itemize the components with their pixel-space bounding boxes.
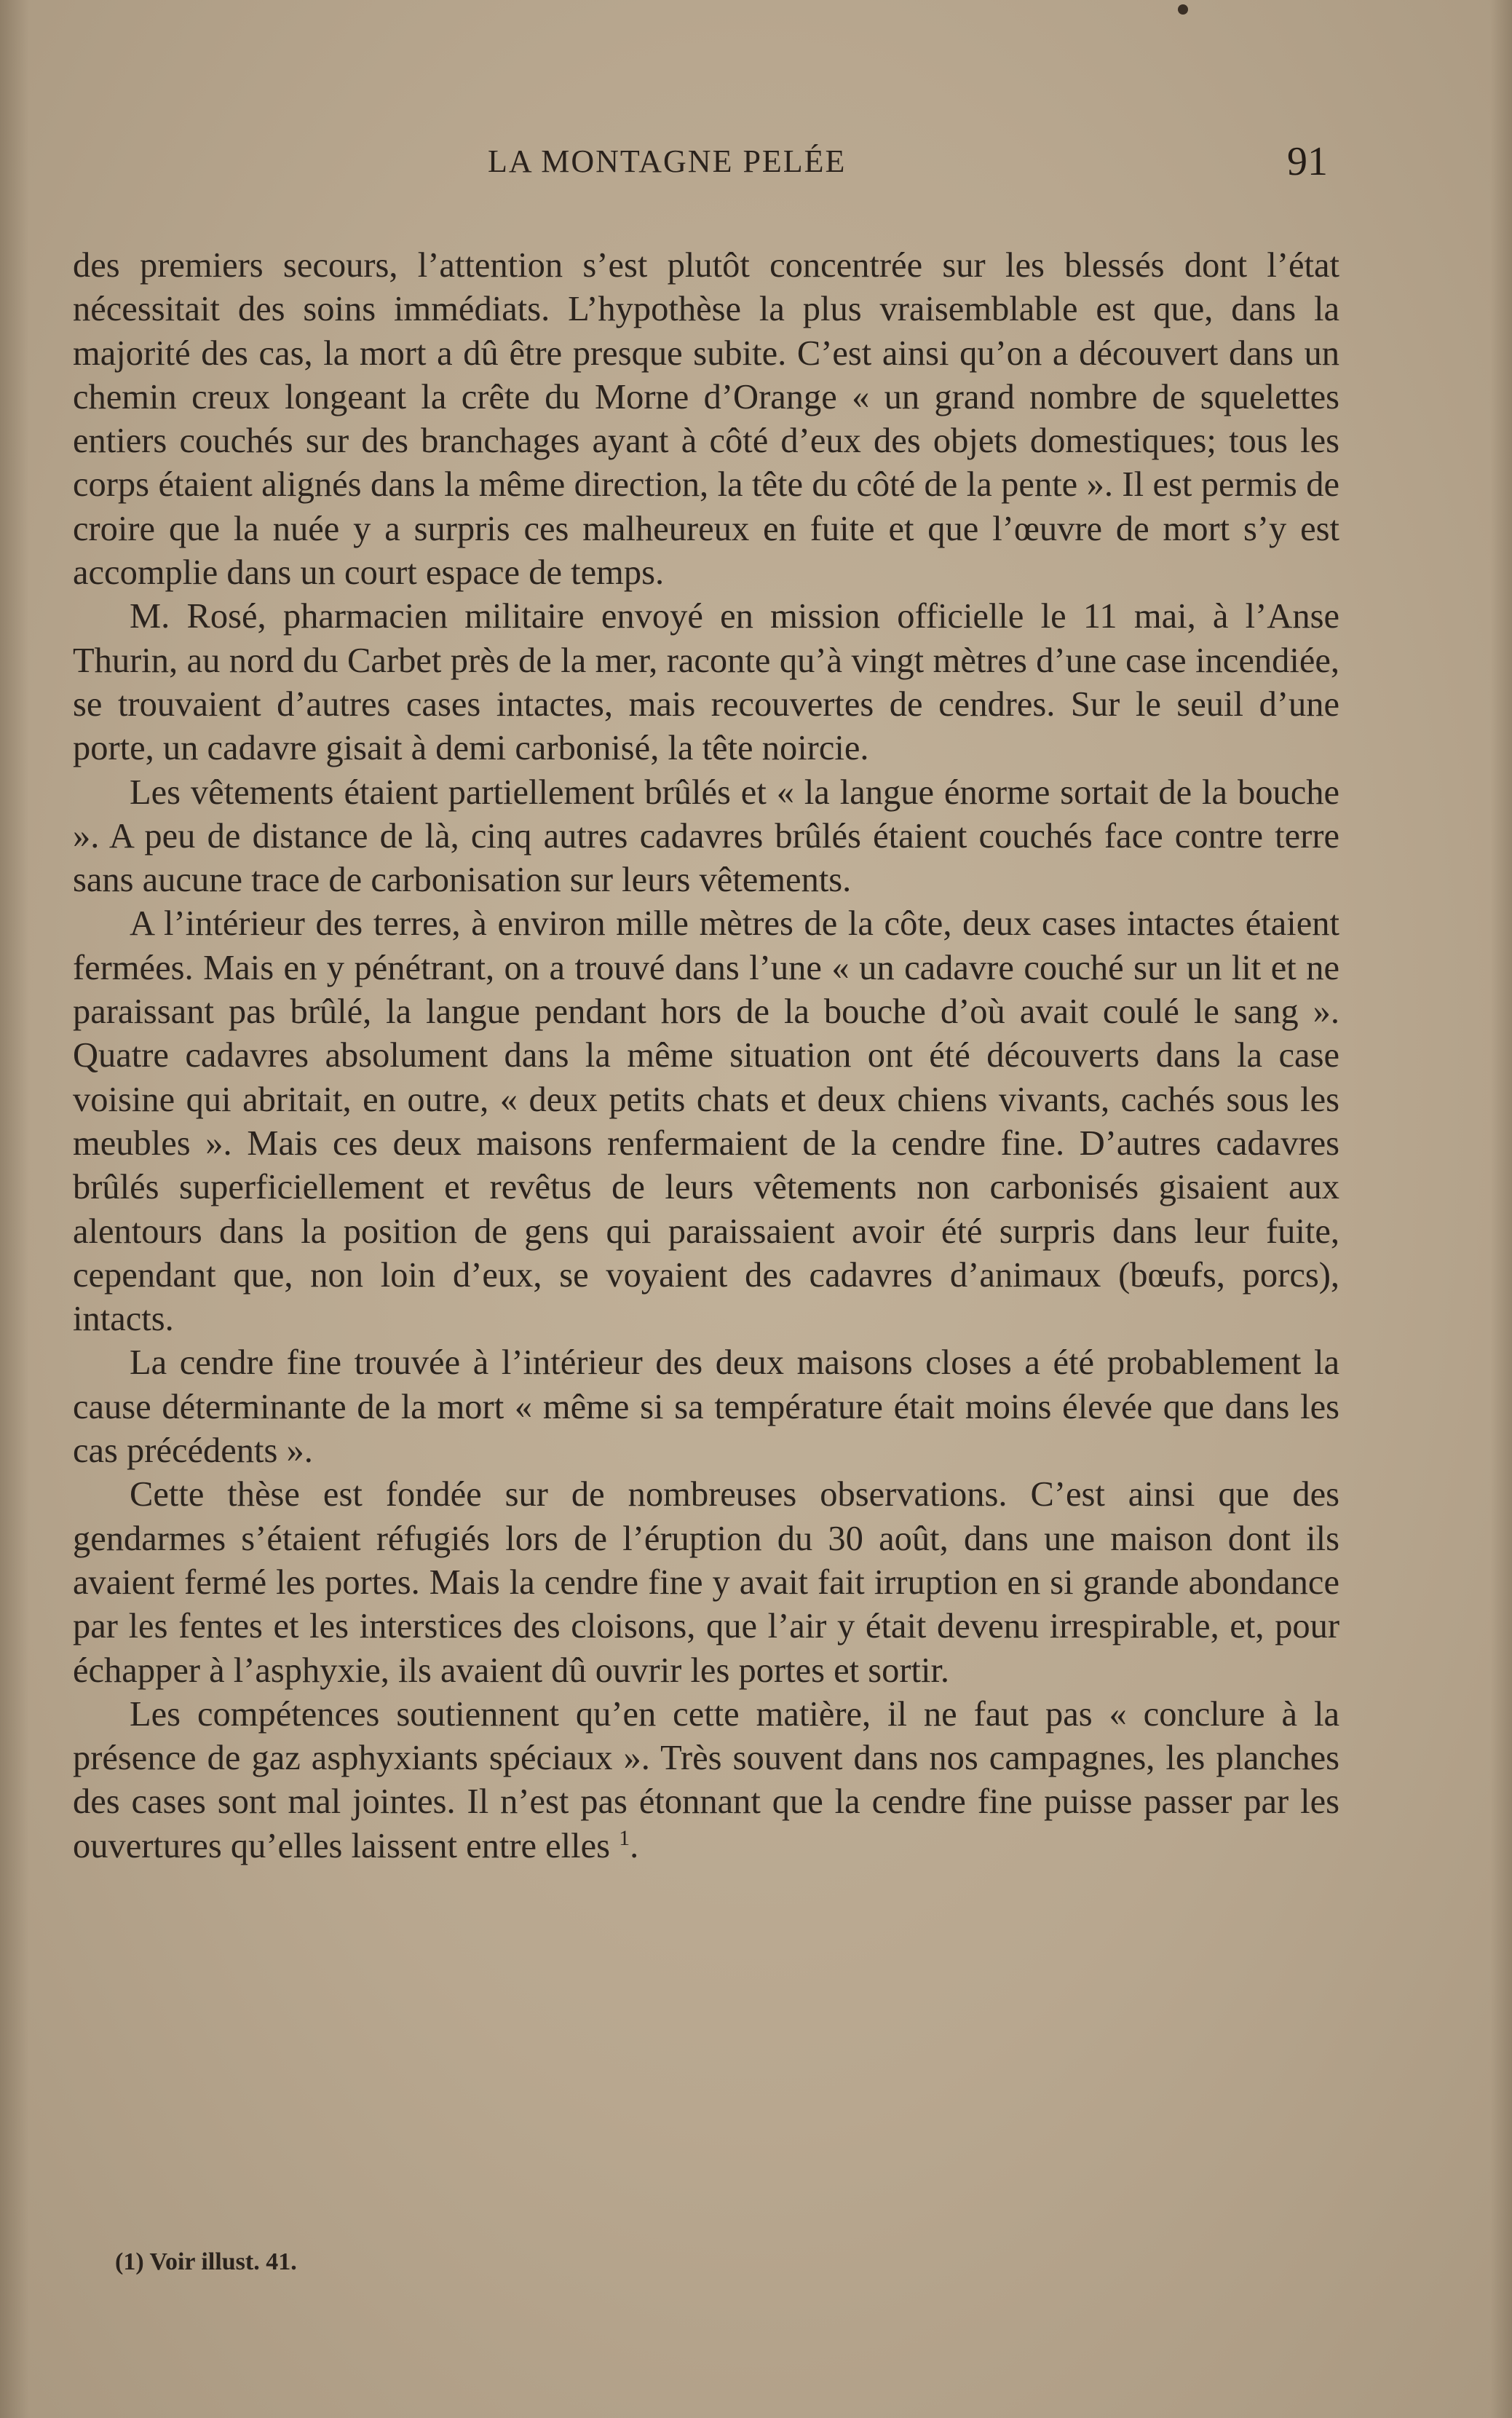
paragraph: A l’intérieur des terres, à environ mille mètres de la côte, deux cases intactes étaient fermées. Mais en y pénétrant, on a trouvé dans l’une « un cadavre couché sur un lit et ne paraissant pas brûlé, la langue pendant hors de la bouche d’où avait coulé le sang ». Quatre cadavres absolument dans la même situation ont été découverts dans la case voisine qui abritait, en outre, « deux petits chats et deux chiens vivants, cachés sous les meubles ». Mais ces deux maisons renfermaient de la cendre fine. D’autres cadavres brûlés superficiellement et revêtus de leurs vêtements non carbonisés gisaient aux alentours dans la position de gens qui paraissaient avoir été surpris dans leur fuite, cependant que, non loin d’eux, se voyaient des cadavres d’animaux (bœufs, porcs), intacts.: [73, 904, 1339, 1339]
paragraph: des premiers secours, l’attention s’est plutôt concentrée sur les blessés dont l’état nécessitait des soins immédiats. L’hypothèse la plus vraisemblable est que, dans la majorité des cas, la mort a dû être presque subite. C’est ainsi qu’on a découvert dans un chemin creux longeant la crête du Morne d’Orange « un grand nombre de squelettes entiers couchés sur des branchages ayant à côté d’eux des objets domestiques; tous les corps étaient alignés dans la même direction, la tête du côté de la pente ». Il est permis de croire que la nuée y a surpris ces malheureux en fuite et que l’œuvre de mort s’y est accomplie dans un court espace de temps.: [73, 246, 1339, 593]
footnote: (1) Voir illust. 41.: [115, 2248, 297, 2275]
paragraph-with-footnote: Les compétences soutiennent qu’en cette matière, il ne faut pas « conclure à la présence de gaz asphyxiants spéciaux ». Très souvent dans nos campagnes, les planches des cases sont mal jointes. Il n’est pas étonnant que la cendre fine puisse passer par les ouvertures qu’elles laissent entre elles $^1$.: [73, 1694, 1339, 1865]
running-title: LA MONTAGNE PELÉE: [488, 143, 847, 179]
page-number: 91: [1287, 139, 1328, 184]
ink-speck: [1178, 4, 1188, 15]
footnote-reference[interactable]: 1: [619, 1825, 630, 1850]
paragraph: M. Rosé, pharmacien militaire envoyé en mission officielle le 11 mai, à l’Anse Thurin, au nord du Carbet près de la mer, raconte qu’à vingt mètres d’une case incendiée, se trouvaient d’autres cases intactes, mais recouvertes de cendres. Sur le seuil d’une porte, un cadavre gisait à demi carbonisé, la tête noircie.: [73, 597, 1339, 768]
paragraph-text: Les compétences soutiennent qu’en cette matière, il ne faut pas « conclure à la présence de gaz asphyxiants spéciaux ». Très souvent dans nos campagnes, les planches des cases sont mal jointes. Il n’est pas étonnant que la cendre fine puisse passer par les ouvertures qu’elles laissent entre elles: [73, 1694, 1339, 1865]
running-head: [0, 139, 1512, 186]
page-edge-shadow-right: [1490, 0, 1512, 2418]
paragraph: La cendre fine trouvée à l’intérieur des deux maisons closes a été probablement la cause déterminante de la mort « même si sa température était moins élevée que dans les cas précédents ».: [73, 1343, 1339, 1471]
page-edge-shadow-left: [0, 0, 29, 2418]
body-text: [73, 244, 1339, 1868]
paragraph: Cette thèse est fondée sur de nombreuses observations. C’est ainsi que des gendarmes s’étaient réfugiés lors de l’éruption du 30 août, dans une maison dont ils avaient fermé les portes. Mais la cendre fine y avait fait irruption en si grande abondance par les fentes et les interstices des cloisons, que l’air y était devenu irrespirable, et, pour échapper à l’asphyxie, ils avaient dû ouvrir les portes et sortir.: [73, 1475, 1339, 1690]
paragraph: Les vêtements étaient partiellement brûlés et « la langue énorme sortait de la bouche ». A peu de distance de là, cinq autres cadavres brûlés étaient couchés face contre terre sans aucune trace de carbonisation sur leurs vêtements.: [73, 773, 1339, 900]
